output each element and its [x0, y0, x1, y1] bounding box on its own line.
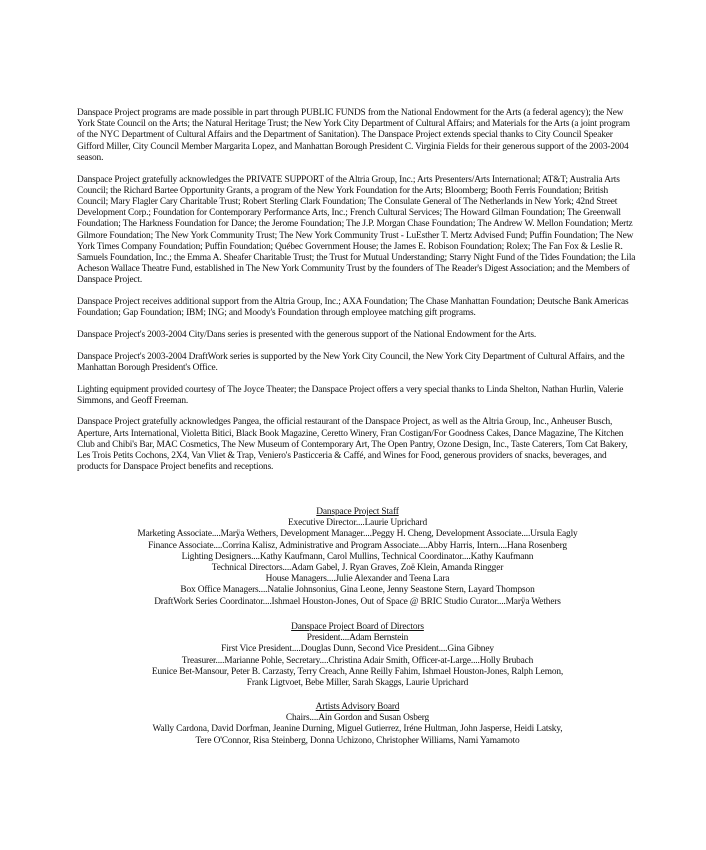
staff-line: Lighting Designers....Kathy Kaufmann, Carol Mullins, Technical Coordinator....Kathy Kaufmann [181, 551, 534, 562]
staff-line: Technical Directors....Adam Gabel, J. Ryan Graves, Zoë Klein, Amanda Ringger [211, 563, 504, 574]
staff-line: House Managers....Julie Alexander and Teena Lara [265, 574, 450, 585]
staff-line: Finance Associate....Corrina Kalisz, Administrative and Program Associate....Abby Harris, Intern....Hana Rosenberg [148, 540, 567, 551]
board-line: Frank Ligtvoet, Bebe Miller, Sarah Skaggs, Laurie Uprichard [246, 678, 469, 689]
board-line: Treasurer....Marianne Pohle, Secretary....Christina Adair Smith, Officer-at-Large....Holly Brubach [181, 655, 534, 666]
advisory-board-section [80, 702, 635, 747]
advisory-line: Chairs....Ain Gordon and Susan Osberg [285, 713, 430, 724]
acknowledgements-text [77, 108, 639, 484]
staff-heading: Danspace Project Staff [316, 507, 399, 517]
paragraph-in-kind-support: Danspace Project gratefully acknowledges Pangea, the official restaurant of the Danspace Project, as well as the Altria Group, Inc., Anheuser Busch, Aperture, Arts International, Violetta Bitici, Black Book Magazine, Ceretto Winery, Fran Costigan/For Goodness Cakes, Dance Magazine, The Kitchen Club and Chibi's Bar, MAC Cosmetics, The New Museum of Contemporary Art, The Open Pantry, Ozone Design, Inc., Taste Caterers, Tom Cat Bakery, Les Trois Petits Cochons, 2X4, Van Vliet & Trap, Veniero's Pasticceria & Caffé, and Wines for Food, generous providers of snacks, beverages, and products for Danspace Project benefits and receptions. [77, 417, 628, 473]
board-section [80, 622, 635, 689]
staff-line: Box Office Managers....Natalie Johnsonius, Gina Leone, Jenny Seastone Stern, Layard Thompson [180, 585, 535, 596]
board-line: First Vice President....Douglas Dunn, Second Vice President....Gina Gibney [221, 644, 494, 655]
advisory-line: Wally Cardona, David Dorfman, Jeanine Durning, Miguel Gutierrez, Iréne Hultman, John Jasperse, Heidi Latsky, [152, 724, 563, 735]
advisory-board-heading: Artists Advisory Board [315, 702, 400, 712]
paragraph-private-support: Danspace Project gratefully acknowledges the PRIVATE SUPPORT of the Altria Group, Inc.; Arts Presenters/Arts International; AT&T; Australia Arts Council; the Richard Bartee Opportunity Grants, a program of the New York Foundation for the Arts; Bloomberg; Booth Ferris Foundation; British Council; Mary Flagler Cary Charitable Trust; Robert Sterling Clark Foundation; The Consulate General of The Netherlands in New York; 42nd Street Development Corp.; Foundation for Contemporary Performance Arts, Inc.; French Cultural Services; The Howard Gilman Foundation; The Greenwall Foundation; The Harkness Foundation for Dance; the Jerome Foundation; The J.P. Morgan Chase Foundation; The Andrew W. Mellon Foundation; Mertz Gilmore Foundation; The New York Community Trust; The New York Community Trust - LuEsther T. Mertz Advised Fund; Puffin Foundation; The New York Times Company Foundation; Puffin Foundation; Québec Government House; the James E. Robison Foundation; Rolex; The Fan Fox & Leslie R. Samuels Foundation, Inc.; the Emma A. Sheafer Charitable Trust; the Trust for Mutual Understanding; Starry Night Fund of the Tides Foundation; the Lila Acheson Wallace Theatre Fund, established in The New York Community Trust by the founders of The Reader's Digest Association; and the Members of Danspace Project. [77, 174, 636, 286]
staff-line: Marketing Associate....Marÿa Wethers, Development Manager....Peggy H. Cheng, Development Associate....Ursula Eagly [137, 529, 578, 540]
staff-line: DraftWork Series Coordinator....Ishmael Houston-Jones, Out of Space @ BRIC Studio Curator....Marÿa Wethers [154, 596, 561, 607]
paragraph-citydans-series: Danspace Project's 2003-2004 City/Dans series is presented with the generous support of the National Endowment for the Arts. [77, 329, 537, 340]
board-line: President....Adam Bernstein [306, 633, 409, 644]
advisory-line: Tere O'Connor, Risa Steinberg, Donna Uchizono, Christopher Williams, Nami Yamamoto [195, 735, 520, 746]
paragraph-draftwork-series: Danspace Project's 2003-2004 DraftWork series is supported by the New York City Council, the New York City Department of Cultural Affairs, and the Manhattan Borough President's Office. [77, 351, 625, 373]
paragraph-additional-support: Danspace Project receives additional support from the Altria Group, Inc.; AXA Foundation; The Chase Manhattan Foundation; Deutsche Bank Americas Foundation; Gap Foundation; IBM; ING; and Moody's Foundation through employee matching gift programs. [77, 297, 629, 319]
paragraph-public-funds: Danspace Project programs are made possible in part through PUBLIC FUNDS from the National Endowment for the Arts (a federal agency); the New York State Council on the Arts; the Natural Heritage Trust; the New York City Department of Cultural Affairs; and Materials for the Arts (a joint program of the NYC Department of Cultural Affairs and the Department of Sanitation). The Danspace Project extends special thanks to City Council Speaker Gifford Miller, City Council Member Margarita Lopez, and Manhattan Borough President C. Virginia Fields for their generous support of the 2003-2004 season. [77, 108, 630, 163]
board-heading: Danspace Project Board of Directors [291, 622, 424, 632]
staff-section [80, 507, 635, 608]
board-line: Eunice Bet-Mansour, Peter B. Carzasty, Terry Creach, Anne Reilly Fahim, Ishmael Houston-Jones, Ralph Lemon, [151, 666, 564, 677]
paragraph-lighting: Lighting equipment provided courtesy of The Joyce Theater; the Danspace Project offers a very special thanks to Linda Shelton, Nathan Hurlin, Valerie Simmons, and Geoff Freeman. [77, 384, 624, 406]
staff-line: Executive Director....Laurie Uprichard [287, 518, 428, 529]
